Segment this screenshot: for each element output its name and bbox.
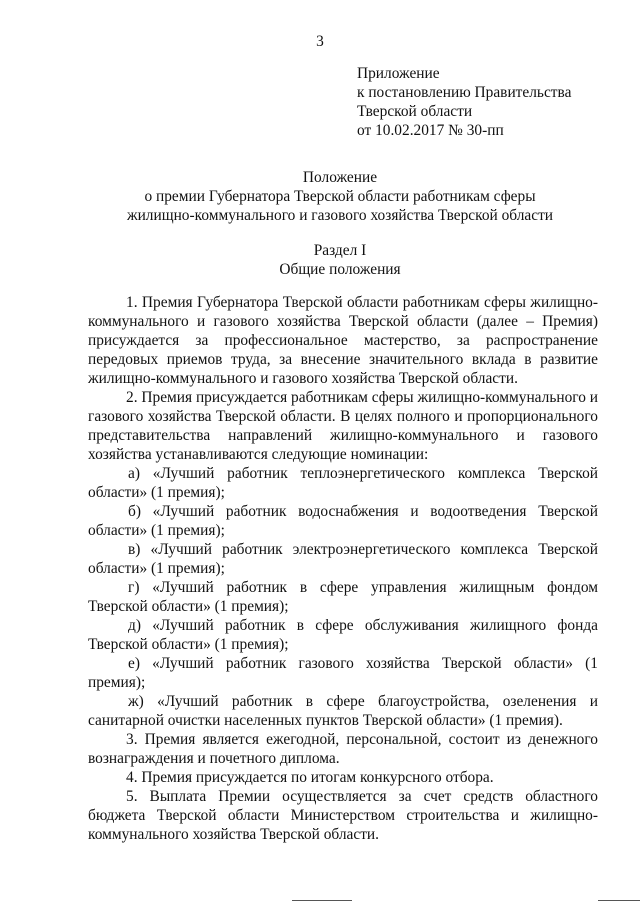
scan-edge-mark (292, 900, 352, 901)
scan-edge-mark (598, 900, 640, 901)
nomination-d: д) «Лучший работник в сфере обслуживания жилищного фонда Тверской области» (1 премия); (88, 617, 598, 653)
appendix-line: Тверской области (357, 103, 473, 120)
appendix-date-line: от 10.02.2017 № 30-пп (357, 122, 504, 139)
nomination-g: г) «Лучший работник в сфере управления жилищным фондом Тверской области» (1 премия); (88, 579, 598, 615)
nomination-v: в) «Лучший работник электроэнергетического комплекса Тверской области» (1 премия); (88, 541, 598, 577)
section-number: Раздел I (313, 242, 367, 259)
title-line: жилищно-коммунального и газового хозяйства Тверской области (126, 207, 554, 224)
nomination-zh: ж) «Лучший работник в сфере благоустройства, озеленения и санитарной очистки населенных пунктов Тверской области» (1 премия). (88, 693, 598, 729)
paragraph-2: 2. Премия присуждается работникам сферы жилищно-коммунального и газового хозяйства Тверской области. В целях полного и пропорционального представительства направлений жилищно-коммунального и газового хозяйства устанавливаются следующие номинации: (88, 389, 598, 463)
appendix-line: Приложение (357, 65, 440, 82)
appendix-block (357, 64, 627, 140)
document-body (88, 293, 598, 844)
section-title: Общие положения (279, 261, 401, 278)
document-title (80, 168, 600, 225)
paragraph-3: 3. Премия является ежегодной, персональной, состоит из денежного вознаграждения и почетного диплома. (88, 731, 598, 767)
nomination-a: а) «Лучший работник теплоэнергетического комплекса Тверской области» (1 премия); (88, 465, 598, 501)
title-line: о премии Губернатора Тверской области работникам сферы (144, 188, 536, 205)
title-line: Положение (302, 169, 378, 186)
nomination-b: б) «Лучший работник водоснабжения и водоотведения Тверской области» (1 премия); (88, 503, 598, 539)
section-heading (80, 241, 600, 279)
nomination-e: е) «Лучший работник газового хозяйства Тверской области» (1 премия); (88, 655, 598, 691)
paragraph-4: 4. Премия присуждается по итогам конкурсного отбора. (126, 769, 494, 786)
paragraph-1: 1. Премия Губернатора Тверской области работникам сферы жилищно-коммунального и газового хозяйства Тверской области (далее – Премия) присуждается за профессиональное мастерство, за распространение передовых приемов труда, за внесение значительного вклада в развитие жилищно-коммунального и газового хозяйства Тверской области. (88, 294, 598, 387)
paragraph-5: 5. Выплата Премии осуществляется за счет средств областного бюджета Тверской области Министерством строительства и жилищно-коммунального хозяйства Тверской области. (88, 788, 598, 843)
appendix-line: к постановлению Правительства (357, 84, 572, 101)
page-number: 3 (316, 33, 324, 50)
